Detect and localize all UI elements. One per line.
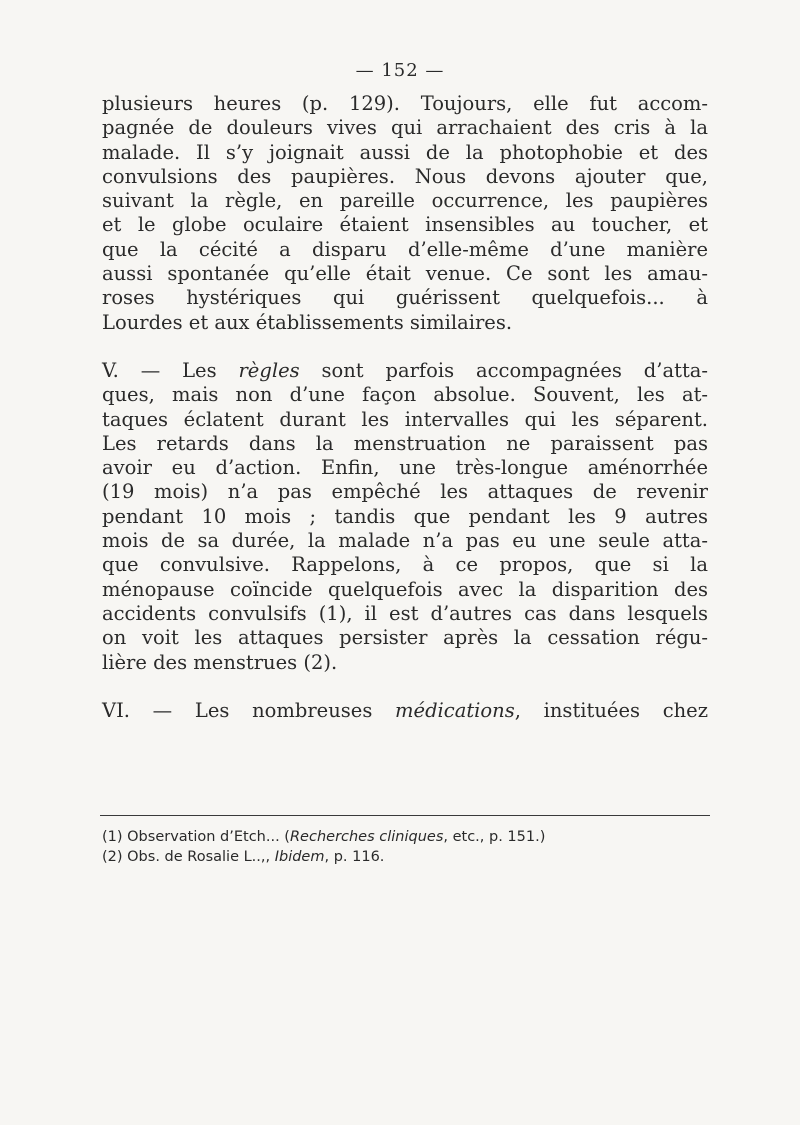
text-line: accidents convulsifs (1), il est d’autres cas dans lesquels bbox=[102, 601, 708, 625]
text-line: Lourdes et aux établissements similaires. bbox=[102, 310, 513, 334]
paragraph bbox=[102, 699, 708, 723]
text-line: (19 mois) n’a pas empêché les attaques de revenir bbox=[102, 480, 708, 504]
italic-term: médications bbox=[395, 698, 515, 722]
text-line: plusieurs heures (p. 129). Toujours, elle fut accom- bbox=[102, 92, 708, 115]
text-line: lière des menstrues (2). bbox=[102, 650, 338, 674]
paragraph bbox=[102, 92, 708, 335]
text-line: roses hystériques qui guérissent quelquefois... à bbox=[102, 286, 708, 310]
text-line: on voit les attaques persister après la cessation régu- bbox=[102, 626, 708, 650]
paragraph bbox=[102, 359, 708, 675]
text-line: VI. — Les nombreuses médications, instituées chez bbox=[102, 698, 708, 722]
text-line: pagnée de douleurs vives qui arrachaient des cris à la bbox=[102, 116, 708, 140]
section-heading: V. — Les bbox=[102, 358, 239, 382]
text-line: malade. Il s’y joignait aussi de la photophobie et des bbox=[102, 140, 708, 164]
footnotes bbox=[102, 827, 708, 867]
body-text bbox=[102, 92, 708, 723]
text-line: suivant la règle, en pareille occurrence, les paupières bbox=[102, 189, 708, 213]
text-line: que la cécité a disparu d’elle-même d’une manière bbox=[102, 237, 708, 261]
italic-term: règles bbox=[238, 358, 300, 382]
footnote-divider bbox=[100, 815, 710, 816]
section-heading: VI. — Les nombreuses bbox=[102, 698, 396, 722]
text-line: ménopause coïncide quelquefois avec la disparition des bbox=[102, 577, 708, 601]
page-number: — 152 — bbox=[355, 60, 445, 81]
text-line: avoir eu d’action. Enfin, une très-longue aménorrhée bbox=[102, 456, 708, 480]
text-line: mois de sa durée, la malade n’a pas eu une seule atta- bbox=[102, 529, 708, 553]
footnote: (2) Obs. de Rosalie L..,, Ibidem, p. 116. bbox=[102, 849, 385, 865]
text-line: pendant 10 mois ; tandis que pendant les 9 autres bbox=[102, 504, 708, 528]
footnote: (1) Observation d’Etch... (Recherches cliniques, etc., p. 151.) bbox=[102, 829, 546, 845]
text-line: ques, mais non d’une façon absolue. Souvent, les at- bbox=[102, 383, 708, 407]
text-line: que convulsive. Rappelons, à ce propos, que si la bbox=[102, 553, 708, 577]
text-line: V. — Les règles sont parfois accompagnées d’atta- bbox=[102, 358, 709, 382]
text-line: et le globe oculaire étaient insensibles au toucher, et bbox=[102, 213, 708, 237]
text-line: convulsions des paupières. Nous devons ajouter que, bbox=[102, 164, 708, 188]
text-line: Les retards dans la menstruation ne paraissent pas bbox=[102, 431, 708, 455]
text-line: taques éclatent durant les intervalles qui les séparent. bbox=[102, 407, 708, 431]
text-line: aussi spontanée qu’elle était venue. Ce sont les amau- bbox=[102, 262, 708, 286]
